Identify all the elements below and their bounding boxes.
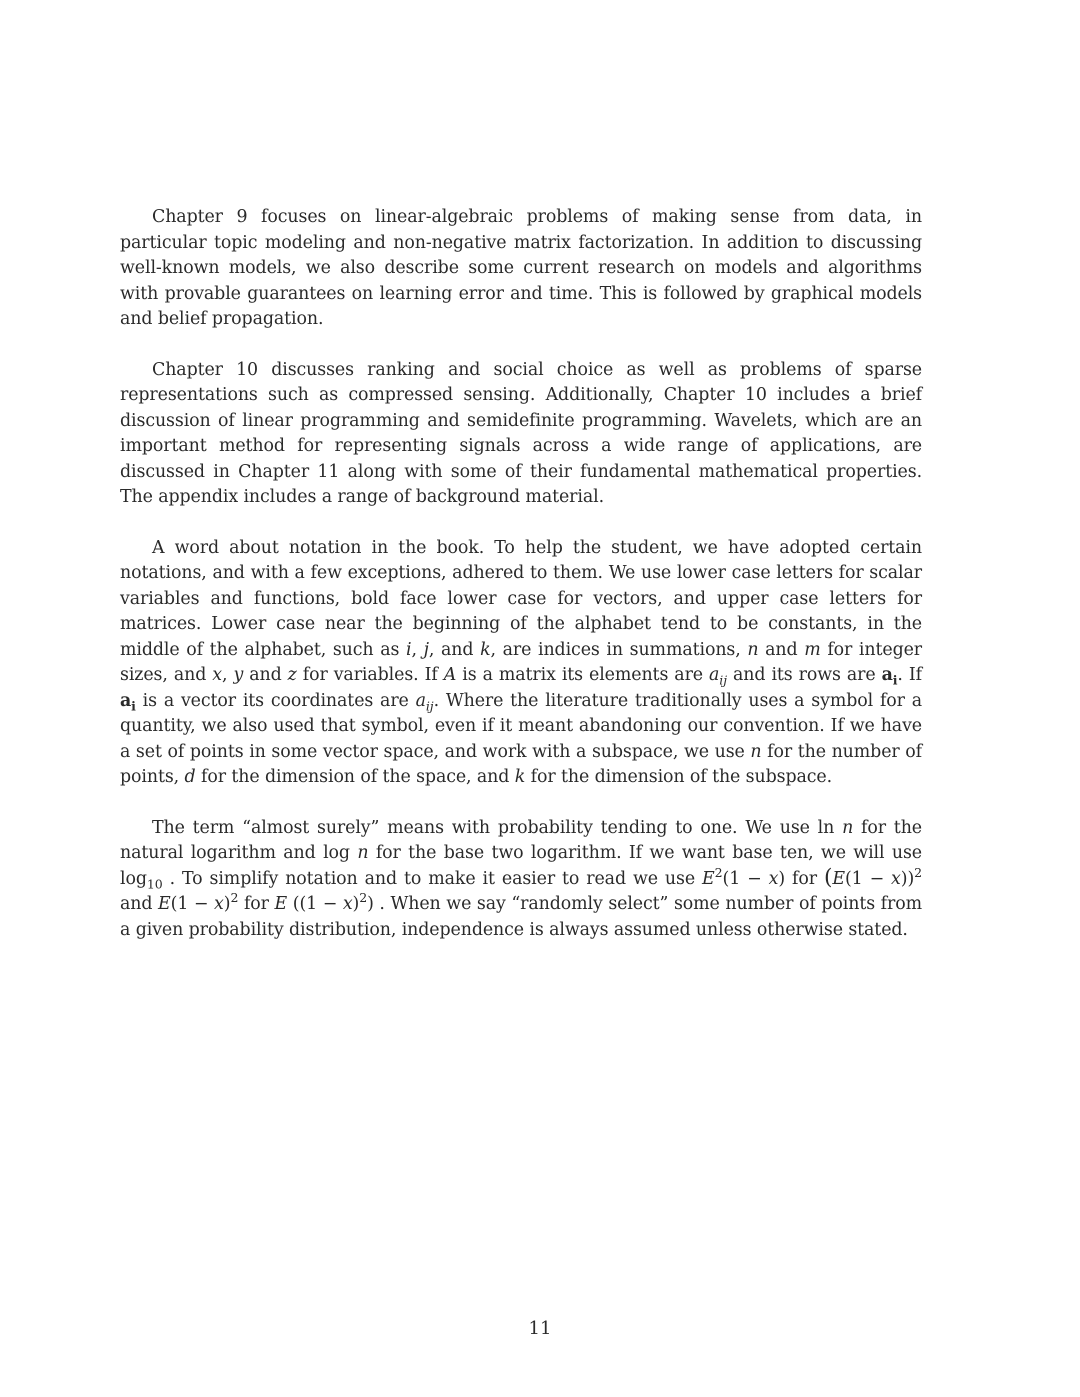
paragraph-chapter-10-11: Chapter 10 discusses ranking and social choice as well as problems of sparse representations such as compressed sensing. Additionally, Chapter 10 includes a brief discussion of linear programming and semidefinite programming. Wavelets, which are an important method for representing signals across a wide range of applications, are discussed in Chapter 11 along with some of their fundamental mathematical properties. The appendix includes a range of background material. bbox=[120, 359, 922, 507]
paragraph-almost-surely: The term “almost surely” means with probability tending to one. We use ln n for the natural logarithm and log n for the base two logarithm. If we want base ten, we will use $\log_{10}$ . To simplify notation and to make it easier to read we use $E^2(1 - x)$ for $(E(1 - x))^2$ and $E(1 - x)^2$ for E $((1 - x)^2)$ . When we say “randomly select” some number of points from a given probability distribution, independence is always assumed unless otherwise stated. bbox=[120, 817, 923, 940]
paragraph-notation: A word about notation in the book. To help the student, we have adopted certain notations, and with a few exceptions, adhered to them. We use lower case letters for scalar variables and functions, bold face lower case for vectors, and upper case letters for matrices. Lower case near the beginning of the alphabet tend to be constants, in the middle of the alphabet, such as i, j, and k, are indices in summations, n and m for integer sizes, and x, y and z for variables. If A is a matrix its elements are $a_{ij}$ and its rows are $a_i$. If $a_i$ is a vector its coordinates are $a_{ij}$. Where the literature traditionally uses a symbol for a quantity, we also used that symbol, even if it meant abandoning our convention. If we have a set of points in some vector space, and work with a subspace, we use n for the number of points, d for the dimension of the space, and k for the dimension of the subspace. bbox=[120, 537, 923, 787]
page-number: 11 bbox=[528, 1318, 552, 1339]
body-text bbox=[120, 205, 922, 968]
paragraph-chapter-9: Chapter 9 focuses on linear-algebraic problems of making sense from data, in particular topic modeling and non-negative matrix factorization. In addition to discussing well-known models, we also describe some current research on models and algorithms with provable guarantees on learning error and time. This is followed by graphical models and belief propagation. bbox=[120, 207, 922, 329]
